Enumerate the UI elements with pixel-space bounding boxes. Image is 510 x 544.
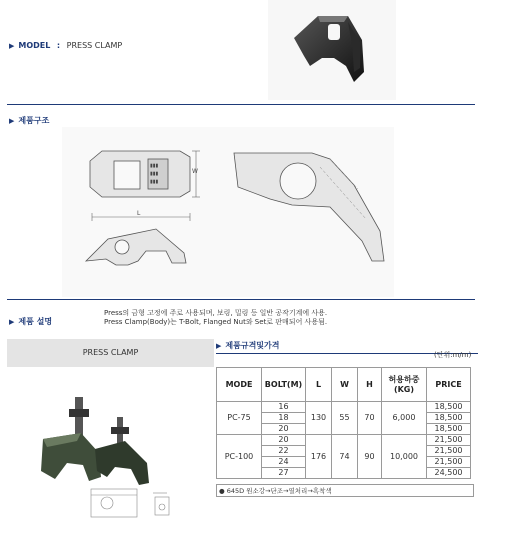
cell-price: 21,500: [427, 446, 471, 457]
cell-price: 18,500: [427, 424, 471, 435]
footnote: ● 645D 원소강→단조→열처리→흑착색: [216, 484, 474, 497]
cell-price: 21,500: [427, 457, 471, 468]
svg-text:▮▮▮: ▮▮▮: [150, 163, 159, 169]
structure-heading: ▶ 제품구조: [9, 116, 50, 125]
spec-table-wrap: [216, 367, 471, 479]
cell-price: 18,500: [427, 413, 471, 424]
cell-l: 176: [306, 435, 332, 479]
small-side-view-drawing: [86, 229, 186, 265]
cell-load: 10,000: [382, 435, 427, 479]
product-panel-title: PRESS CLAMP: [7, 339, 214, 367]
cell-h: 90: [358, 435, 382, 479]
col-header-price: PRICE: [427, 368, 471, 402]
cell-bolt: 27: [262, 468, 306, 479]
cell-bolt: 16: [262, 402, 306, 413]
large-side-view-drawing: [234, 153, 384, 261]
cell-mode: PC-75: [217, 402, 262, 435]
width-label: W: [192, 168, 198, 175]
description-line: Press Clamp(Body)는 T-Bolt, Flanged Nut와 Set로 판매되어 사용됨.: [104, 318, 328, 326]
table-header-row: [217, 368, 471, 402]
spec-table: [216, 367, 471, 479]
model-separator: :: [56, 41, 61, 50]
table-row: [217, 435, 471, 446]
length-label: L: [137, 210, 141, 217]
col-header-l: L: [306, 368, 332, 402]
bullet-triangle-icon: ▶: [9, 117, 15, 125]
product-photo: [7, 367, 214, 521]
bullet-triangle-icon: ▶: [216, 342, 222, 350]
cell-bolt: 24: [262, 457, 306, 468]
cell-bolt: 22: [262, 446, 306, 457]
cell-price: 21,500: [427, 435, 471, 446]
cell-price: 18,500: [427, 402, 471, 413]
table-row: [217, 402, 471, 413]
cell-l: 130: [306, 402, 332, 435]
model-value: PRESS CLAMP: [66, 41, 123, 50]
product-panel: [7, 339, 214, 521]
model-line: [9, 41, 122, 50]
cell-bolt: 18: [262, 413, 306, 424]
unit-note: (단위:m/m): [434, 351, 472, 359]
col-header-bolt: BOLT(M): [262, 368, 306, 402]
cell-bolt: 20: [262, 424, 306, 435]
spec-heading: ▶ 제품규격및가격: [216, 341, 280, 350]
model-label: MODEL: [18, 41, 51, 50]
col-header-mode: MODE: [217, 368, 262, 402]
divider-2: [7, 299, 475, 300]
cell-mode: PC-100: [217, 435, 262, 479]
col-header-w: W: [332, 368, 358, 402]
col-header-load: 허용하중 (KG): [382, 368, 427, 402]
bullet-triangle-icon: ▶: [9, 42, 15, 50]
structure-drawing: [62, 127, 394, 297]
description-heading: ▶ 제품 설명: [9, 317, 53, 326]
description-line: Press의 금형 고정에 주로 사용되며, 보링, 밀링 등 일반 공작기계에 사용.: [104, 309, 328, 317]
bullet-triangle-icon: ▶: [9, 318, 15, 326]
cell-bolt: 20: [262, 435, 306, 446]
cell-price: 24,500: [427, 468, 471, 479]
top-view-drawing: [90, 151, 190, 197]
top-product-photo: [268, 0, 396, 100]
cell-load: 6,000: [382, 402, 427, 435]
cell-w: 55: [332, 402, 358, 435]
svg-text:▮▮▮: ▮▮▮: [150, 171, 159, 177]
description-text: [104, 309, 327, 327]
divider-1: [7, 104, 475, 105]
col-header-h: H: [358, 368, 382, 402]
cell-h: 70: [358, 402, 382, 435]
cell-w: 74: [332, 435, 358, 479]
svg-text:▮▮▮: ▮▮▮: [150, 179, 159, 185]
